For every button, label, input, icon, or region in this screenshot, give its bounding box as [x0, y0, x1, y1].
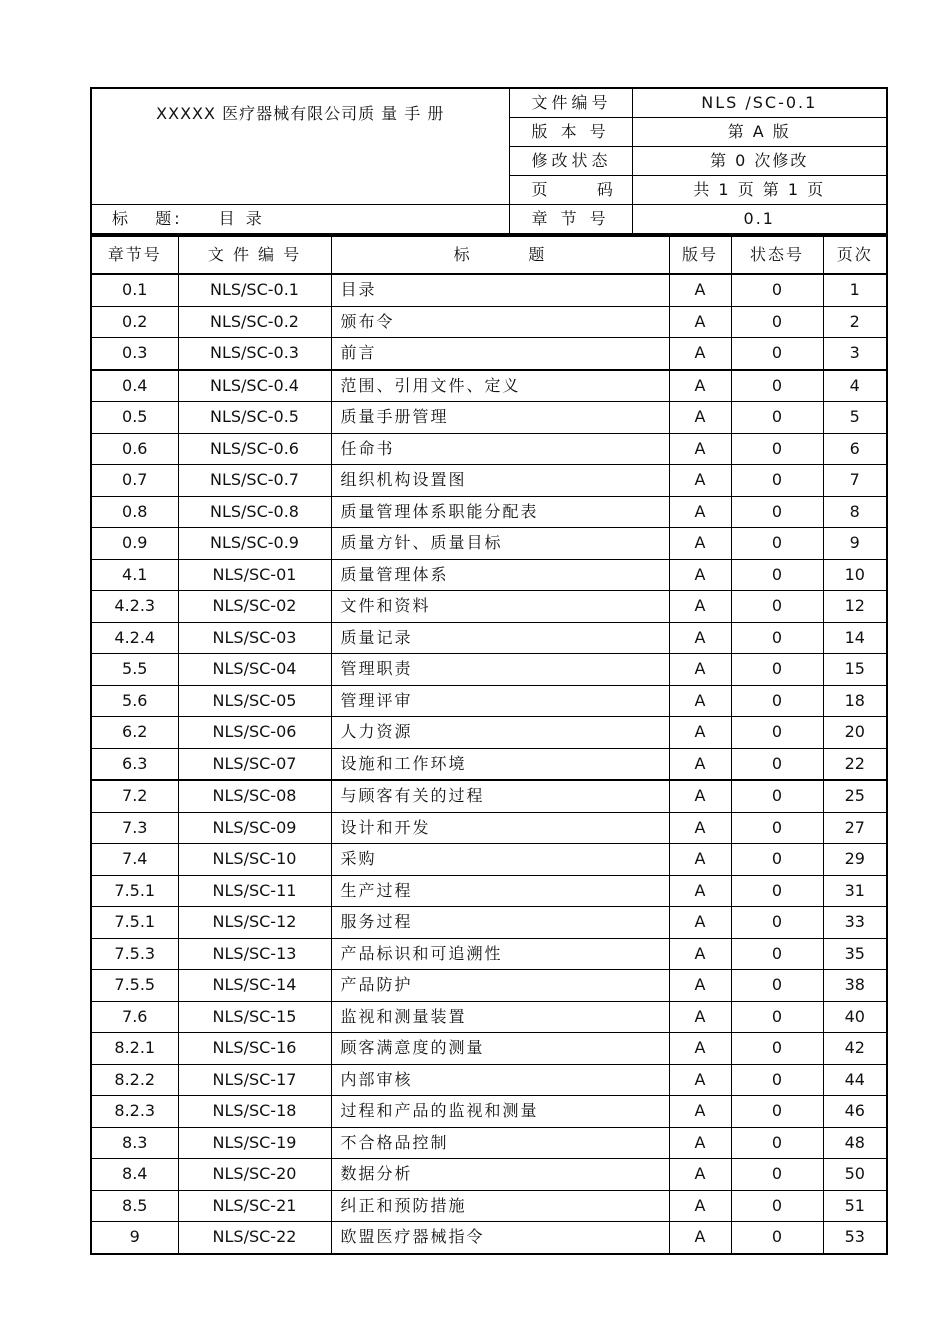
- status-cell: 0: [731, 1033, 823, 1065]
- status-cell: 0: [731, 306, 823, 338]
- status-cell: 0: [731, 1096, 823, 1128]
- table-row: [91, 717, 887, 749]
- page-value: 共 1 页 第 1 页: [632, 176, 887, 205]
- chapter-cell: 0.7: [91, 465, 178, 497]
- chapter-cell: 8.3: [91, 1127, 178, 1159]
- status-cell: 0: [731, 1159, 823, 1191]
- version-cell: A: [669, 875, 731, 907]
- doc-no-cell: NLS/SC-0.8: [178, 496, 331, 528]
- page-cell: 2: [823, 306, 887, 338]
- doc-no-cell: NLS/SC-0.7: [178, 465, 331, 497]
- page-cell: 1: [823, 274, 887, 306]
- page-cell: 27: [823, 812, 887, 844]
- doc-no-cell: NLS/SC-16: [178, 1033, 331, 1065]
- doc-no-cell: NLS/SC-07: [178, 748, 331, 780]
- status-cell: 0: [731, 528, 823, 560]
- table-row: [91, 1222, 887, 1254]
- page-cell: 53: [823, 1222, 887, 1254]
- title-cell: 监视和测量装置: [331, 1001, 669, 1033]
- version-cell: A: [669, 433, 731, 465]
- title-cell: 目录: [331, 274, 669, 306]
- chapter-cell: 8.2.1: [91, 1033, 178, 1065]
- version-cell: A: [669, 685, 731, 717]
- doc-no-cell: NLS/SC-17: [178, 1064, 331, 1096]
- table-row: [91, 970, 887, 1002]
- table-row: [91, 654, 887, 686]
- file-no-label: 文件编号: [509, 88, 632, 118]
- table-row: [91, 528, 887, 560]
- title-cell: 质量手册管理: [331, 402, 669, 434]
- chapter-cell: 6.2: [91, 717, 178, 749]
- title-cell: 组织机构设置图: [331, 465, 669, 497]
- status-cell: 0: [731, 465, 823, 497]
- title-cell: 设计和开发: [331, 812, 669, 844]
- doc-no-cell: NLS/SC-04: [178, 654, 331, 686]
- status-cell: 0: [731, 1001, 823, 1033]
- status-cell: 0: [731, 591, 823, 623]
- title-cell: 颁布令: [331, 306, 669, 338]
- title-cell: 服务过程: [331, 907, 669, 939]
- page-cell: 31: [823, 875, 887, 907]
- doc-no-cell: NLS/SC-18: [178, 1096, 331, 1128]
- chapter-label: 章 节 号: [509, 205, 632, 235]
- doc-no-cell: NLS/SC-10: [178, 844, 331, 876]
- chapter-cell: 4.1: [91, 559, 178, 591]
- document-page: [90, 87, 886, 1255]
- status-cell: 0: [731, 274, 823, 306]
- header-table: [90, 87, 888, 235]
- doc-no-cell: NLS/SC-03: [178, 622, 331, 654]
- title-cell: 质量管理体系职能分配表: [331, 496, 669, 528]
- status-cell: 0: [731, 433, 823, 465]
- version-cell: A: [669, 465, 731, 497]
- chapter-cell: 0.9: [91, 528, 178, 560]
- page-cell: 48: [823, 1127, 887, 1159]
- doc-no-cell: NLS/SC-15: [178, 1001, 331, 1033]
- title-cell: 纠正和预防措施: [331, 1190, 669, 1222]
- doc-no-cell: NLS/SC-21: [178, 1190, 331, 1222]
- status-cell: 0: [731, 654, 823, 686]
- table-row: [91, 1190, 887, 1222]
- company-title: XXXXX 医疗器械有限公司质 量 手 册: [91, 88, 509, 205]
- version-cell: A: [669, 496, 731, 528]
- page-cell: 22: [823, 748, 887, 780]
- title-cell: 顾客满意度的测量: [331, 1033, 669, 1065]
- version-cell: A: [669, 1001, 731, 1033]
- version-cell: A: [669, 622, 731, 654]
- doc-no-cell: NLS/SC-0.6: [178, 433, 331, 465]
- status-cell: 0: [731, 907, 823, 939]
- chapter-cell: 8.2.3: [91, 1096, 178, 1128]
- revision-value: 第 0 次修改: [632, 147, 887, 176]
- chapter-cell: 4.2.3: [91, 591, 178, 623]
- file-no-value: NLS /SC-0.1: [632, 88, 887, 118]
- title-cell: 与顾客有关的过程: [331, 780, 669, 812]
- title-cell: 产品标识和可追溯性: [331, 938, 669, 970]
- page-cell: 10: [823, 559, 887, 591]
- version-cell: A: [669, 338, 731, 370]
- page-cell: 20: [823, 717, 887, 749]
- table-row: [91, 938, 887, 970]
- doc-no-cell: NLS/SC-0.5: [178, 402, 331, 434]
- status-cell: 0: [731, 622, 823, 654]
- table-row: [91, 591, 887, 623]
- status-cell: 0: [731, 875, 823, 907]
- status-cell: 0: [731, 748, 823, 780]
- table-row: [91, 496, 887, 528]
- title-cell: 内部审核: [331, 1064, 669, 1096]
- doc-no-cell: NLS/SC-08: [178, 780, 331, 812]
- page-cell: 5: [823, 402, 887, 434]
- chapter-cell: 7.2: [91, 780, 178, 812]
- title-cell: 任命书: [331, 433, 669, 465]
- page-cell: 14: [823, 622, 887, 654]
- doc-no-cell: NLS/SC-20: [178, 1159, 331, 1191]
- status-cell: 0: [731, 370, 823, 402]
- doc-no-cell: NLS/SC-14: [178, 970, 331, 1002]
- chapter-cell: 7.4: [91, 844, 178, 876]
- chapter-cell: 7.5.1: [91, 875, 178, 907]
- table-row: [91, 465, 887, 497]
- version-cell: A: [669, 1033, 731, 1065]
- page-cell: 46: [823, 1096, 887, 1128]
- status-cell: 0: [731, 1127, 823, 1159]
- revision-label: 修改状态: [509, 147, 632, 176]
- page-cell: 33: [823, 907, 887, 939]
- table-row: [91, 1127, 887, 1159]
- status-cell: 0: [731, 970, 823, 1002]
- table-row: [91, 433, 887, 465]
- page-cell: 18: [823, 685, 887, 717]
- page-cell: 9: [823, 528, 887, 560]
- col-header-doc-no: 文 件 编 号: [178, 236, 331, 274]
- col-header-chapter: 章节号: [91, 236, 178, 274]
- title-cell: 不合格品控制: [331, 1127, 669, 1159]
- table-row: [91, 306, 887, 338]
- title-cell: 产品防护: [331, 970, 669, 1002]
- chapter-cell: 0.3: [91, 338, 178, 370]
- title-cell: 质量方针、质量目标: [331, 528, 669, 560]
- table-row: [91, 780, 887, 812]
- doc-no-cell: NLS/SC-09: [178, 812, 331, 844]
- version-cell: A: [669, 1064, 731, 1096]
- version-cell: A: [669, 559, 731, 591]
- doc-no-cell: NLS/SC-02: [178, 591, 331, 623]
- chapter-cell: 8.5: [91, 1190, 178, 1222]
- table-row: [91, 875, 887, 907]
- status-cell: 0: [731, 812, 823, 844]
- contents-table: [90, 235, 888, 1255]
- title-cell: 文件和资料: [331, 591, 669, 623]
- version-cell: A: [669, 780, 731, 812]
- version-cell: A: [669, 591, 731, 623]
- chapter-cell: 4.2.4: [91, 622, 178, 654]
- table-row: [91, 1064, 887, 1096]
- page-cell: 25: [823, 780, 887, 812]
- chapter-cell: 8.4: [91, 1159, 178, 1191]
- doc-no-cell: NLS/SC-0.9: [178, 528, 331, 560]
- chapter-cell: 7.5.5: [91, 970, 178, 1002]
- doc-no-cell: NLS/SC-11: [178, 875, 331, 907]
- doc-no-cell: NLS/SC-06: [178, 717, 331, 749]
- chapter-cell: 0.6: [91, 433, 178, 465]
- chapter-cell: 0.2: [91, 306, 178, 338]
- version-cell: A: [669, 1159, 731, 1191]
- table-row: [91, 812, 887, 844]
- version-cell: A: [669, 1096, 731, 1128]
- version-cell: A: [669, 1222, 731, 1254]
- title-cell: 质量记录: [331, 622, 669, 654]
- page-cell: 51: [823, 1190, 887, 1222]
- page-cell: 29: [823, 844, 887, 876]
- version-cell: A: [669, 274, 731, 306]
- col-header-page: 页次: [823, 236, 887, 274]
- page-cell: 40: [823, 1001, 887, 1033]
- version-cell: A: [669, 1127, 731, 1159]
- table-row: [91, 370, 887, 402]
- chapter-cell: 9: [91, 1222, 178, 1254]
- chapter-cell: 7.5.3: [91, 938, 178, 970]
- status-cell: 0: [731, 938, 823, 970]
- table-row: [91, 1096, 887, 1128]
- status-cell: 0: [731, 1064, 823, 1096]
- page-cell: 7: [823, 465, 887, 497]
- title-cell: 范围、引用文件、定义: [331, 370, 669, 402]
- title-cell: 设施和工作环境: [331, 748, 669, 780]
- table-row: [91, 559, 887, 591]
- title-cell: 管理评审: [331, 685, 669, 717]
- chapter-cell: 7.6: [91, 1001, 178, 1033]
- doc-no-cell: NLS/SC-0.3: [178, 338, 331, 370]
- page-cell: 38: [823, 970, 887, 1002]
- version-cell: A: [669, 402, 731, 434]
- table-row: [91, 748, 887, 780]
- title-value: 目 录: [218, 209, 265, 228]
- chapter-cell: 0.1: [91, 274, 178, 306]
- table-row: [91, 402, 887, 434]
- status-cell: 0: [731, 559, 823, 591]
- col-header-title: 标 题: [331, 236, 669, 274]
- chapter-cell: 7.3: [91, 812, 178, 844]
- page-cell: 12: [823, 591, 887, 623]
- doc-no-cell: NLS/SC-01: [178, 559, 331, 591]
- chapter-cell: 0.8: [91, 496, 178, 528]
- status-cell: 0: [731, 496, 823, 528]
- title-cell: 前言: [331, 338, 669, 370]
- table-row: [91, 274, 887, 306]
- chapter-cell: 5.6: [91, 685, 178, 717]
- title-cell: 质量管理体系: [331, 559, 669, 591]
- col-header-status: 状态号: [731, 236, 823, 274]
- version-cell: A: [669, 717, 731, 749]
- status-cell: 0: [731, 780, 823, 812]
- version-cell: A: [669, 844, 731, 876]
- doc-no-cell: NLS/SC-0.4: [178, 370, 331, 402]
- page-label: 页 码: [509, 176, 632, 205]
- version-cell: A: [669, 907, 731, 939]
- doc-no-cell: NLS/SC-0.1: [178, 274, 331, 306]
- version-cell: A: [669, 812, 731, 844]
- col-header-version: 版号: [669, 236, 731, 274]
- version-cell: A: [669, 370, 731, 402]
- table-row: [91, 1159, 887, 1191]
- chapter-cell: 7.5.1: [91, 907, 178, 939]
- title-cell: 数据分析: [331, 1159, 669, 1191]
- page-cell: 42: [823, 1033, 887, 1065]
- version-cell: A: [669, 306, 731, 338]
- version-cell: A: [669, 528, 731, 560]
- page-cell: 35: [823, 938, 887, 970]
- version-label: 版 本 号: [509, 118, 632, 147]
- page-cell: 44: [823, 1064, 887, 1096]
- chapter-cell: 8.2.2: [91, 1064, 178, 1096]
- chapter-cell: 0.5: [91, 402, 178, 434]
- title-cell: 欧盟医疗器械指令: [331, 1222, 669, 1254]
- chapter-cell: 0.4: [91, 370, 178, 402]
- chapter-cell: 6.3: [91, 748, 178, 780]
- status-cell: 0: [731, 1222, 823, 1254]
- chapter-cell: 5.5: [91, 654, 178, 686]
- doc-no-cell: NLS/SC-13: [178, 938, 331, 970]
- page-cell: 4: [823, 370, 887, 402]
- version-value: 第 A 版: [632, 118, 887, 147]
- table-row: [91, 907, 887, 939]
- table-row: [91, 1033, 887, 1065]
- title-cell: 人力资源: [331, 717, 669, 749]
- doc-no-cell: NLS/SC-22: [178, 1222, 331, 1254]
- status-cell: 0: [731, 402, 823, 434]
- table-row: [91, 338, 887, 370]
- title-row: [91, 205, 509, 235]
- page-cell: 3: [823, 338, 887, 370]
- doc-no-cell: NLS/SC-0.2: [178, 306, 331, 338]
- title-label: 标 题:: [112, 209, 183, 228]
- version-cell: A: [669, 938, 731, 970]
- title-cell: 过程和产品的监视和测量: [331, 1096, 669, 1128]
- doc-no-cell: NLS/SC-12: [178, 907, 331, 939]
- status-cell: 0: [731, 338, 823, 370]
- doc-no-cell: NLS/SC-19: [178, 1127, 331, 1159]
- page-cell: 15: [823, 654, 887, 686]
- title-cell: 采购: [331, 844, 669, 876]
- page-cell: 6: [823, 433, 887, 465]
- table-body: [91, 274, 887, 1254]
- table-row: [91, 1001, 887, 1033]
- version-cell: A: [669, 970, 731, 1002]
- title-cell: 管理职责: [331, 654, 669, 686]
- version-cell: A: [669, 748, 731, 780]
- status-cell: 0: [731, 1190, 823, 1222]
- page-cell: 50: [823, 1159, 887, 1191]
- table-row: [91, 622, 887, 654]
- status-cell: 0: [731, 717, 823, 749]
- chapter-value: 0.1: [632, 205, 887, 235]
- table-row: [91, 685, 887, 717]
- table-header-row: [91, 236, 887, 274]
- status-cell: 0: [731, 844, 823, 876]
- version-cell: A: [669, 654, 731, 686]
- title-cell: 生产过程: [331, 875, 669, 907]
- version-cell: A: [669, 1190, 731, 1222]
- page-cell: 8: [823, 496, 887, 528]
- table-row: [91, 844, 887, 876]
- status-cell: 0: [731, 685, 823, 717]
- doc-no-cell: NLS/SC-05: [178, 685, 331, 717]
